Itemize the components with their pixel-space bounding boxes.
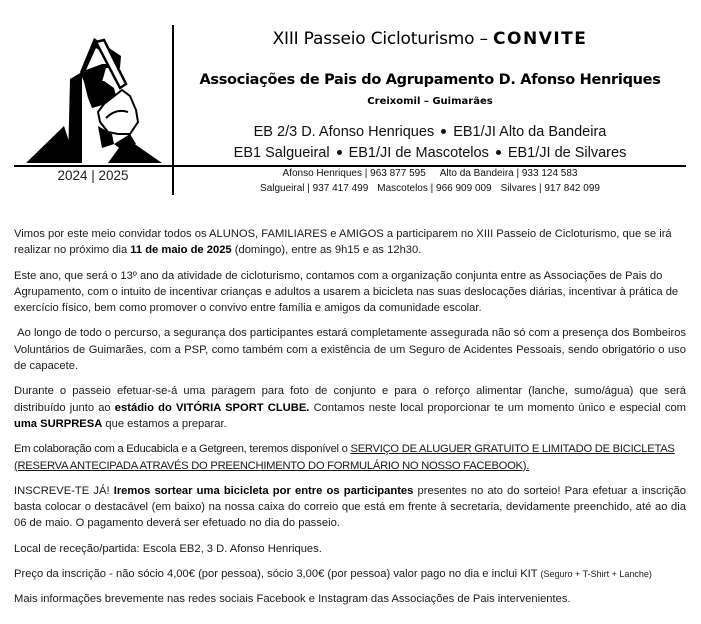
text: Durante o passeio efetuar-se-á uma paragem para foto de conjunto e para o reforço alimentar (lanche, sumo/água) que será distribuído junto ao <box>14 385 686 414</box>
contact-phone: Alto da Bandeira | 933 124 583 <box>439 168 578 179</box>
contact-phone: Salgueiral | 937 417 499 <box>260 183 369 194</box>
paragraph-invitation <box>14 226 686 259</box>
helmet-figure-icon <box>26 26 162 164</box>
contacts-row-2 <box>174 183 686 194</box>
school-name: EB1/JI Alto da Bandeira <box>453 124 607 140</box>
schools-row-1 <box>174 124 686 140</box>
paragraph-stop <box>14 383 686 432</box>
paragraph-more-info: Mais informações brevemente nas redes sociais Facebook e Instagram das Associações de Pais intervenientes. <box>14 593 571 606</box>
raffle-text: Iremos sortear uma bicicleta por entre os participantes <box>113 484 414 497</box>
event-date: 11 de maio de 2025 <box>130 244 232 257</box>
bullet-icon <box>496 150 501 155</box>
contact-phone: Silvares | 917 842 099 <box>500 183 600 194</box>
paragraph-price <box>14 566 686 582</box>
text: Contamos neste local proporcionar te um momento único e especial com <box>309 401 686 414</box>
text: que estamos a preparar. <box>102 417 227 430</box>
association-name: Associações de Pais do Agrupamento D. Afonso Henriques <box>199 72 661 88</box>
text: (domingo), entre as 9h15 e as 12h30. <box>231 244 422 257</box>
school-name: EB1/JI de Silvares <box>507 145 627 161</box>
text: Vimos por este meio convidar todos os ALUNOS, FAMILIARES e AMIGOS a participarem no XIII Passeio de Cicloturismo, que se irá realizar no próximo dia <box>14 228 672 257</box>
text: Em colaboração com a Educabicla e a Getgreen, teremos disponível o <box>14 443 351 456</box>
paragraph-location: Local de receção/partida: Escola EB2, 3 D. Afonso Henriques. <box>14 542 322 555</box>
contact-phone: Mascotelos | 966 909 009 <box>377 183 492 194</box>
text: INSCREVE-TE JÁ! <box>14 484 114 497</box>
invitation-body <box>14 226 690 617</box>
contacts-row-1 <box>174 168 686 179</box>
title-regular: XIII Passeio Cicloturismo – <box>272 29 494 49</box>
stadium-name: estádio do VITÓRIA SPORT CLUBE. <box>114 401 310 414</box>
bullet-icon <box>337 150 342 155</box>
school-name: EB1 Salgueiral <box>233 145 330 161</box>
school-name: EB1/JI de Mascotelos <box>348 145 489 161</box>
rental-service-link[interactable]: SERVIÇO DE ALUGUER GRATUITO E LIMITADO DE BICICLETAS (RESERVA ANTECIPADA ATRAVÉS DO PREENCHIMENTO DO FORMULÁRIO NO NOSSO FACEBOOK). <box>14 443 675 472</box>
association-logo <box>26 26 162 164</box>
header-horizontal-divider <box>14 165 686 167</box>
paragraph-registration <box>14 483 686 532</box>
contact-phone: Afonso Henriques | 963 877 595 <box>282 168 426 179</box>
paragraph-about: Este ano, que será o 13º ano da atividade de cicloturismo, contamos com a organização conjunta entre as Associações de Pais do Agrupamento, com o intuito de incentivar crianças e adultos a usarem a bicicleta nas suas deslocações diárias, incentivar à prática de exercício físico, bem como promover o convivo entre família e amigos da comunidade escolar. <box>14 269 679 315</box>
paragraph-rental <box>14 441 686 474</box>
schools-row-2 <box>174 145 686 161</box>
school-name: EB 2/3 D. Afonso Henriques <box>253 124 435 140</box>
surprise-text: uma SURPRESA <box>14 417 103 430</box>
title-bold: CONVITE <box>493 29 588 49</box>
text: presentes no ato do sorteio! Para efetuar a inscrição basta colocar o destacável (em baixo) na nossa caixa do correio que está em frente à secretaria, devidamente preenchido, até ao dia 06 de maio. O pagamento deverá ser efetuado no dia do passeio. <box>14 484 686 530</box>
school-years: 2024 | 2025 <box>57 168 129 183</box>
kit-contents: (Seguro + T-Shirt + Lanche) <box>540 569 652 580</box>
association-location: Creixomil – Guimarães <box>367 96 493 107</box>
bullet-icon <box>441 129 446 134</box>
paragraph-safety: Ao longo de todo o percurso, a segurança dos participantes estará completamente assegurada não só com a presença dos Bombeiros Voluntários de Guimarães, com a PSP, como também com a existência de um Seguro de Acidentes Pessoais, sendo obrigatório o uso de capacete. <box>14 327 690 373</box>
page-title <box>174 29 686 49</box>
text: Preço da inscrição - não sócio 4,00€ (por pessoa), sócio 3,00€ (por pessoa) valor pago no dia e inclui KIT <box>14 568 541 581</box>
